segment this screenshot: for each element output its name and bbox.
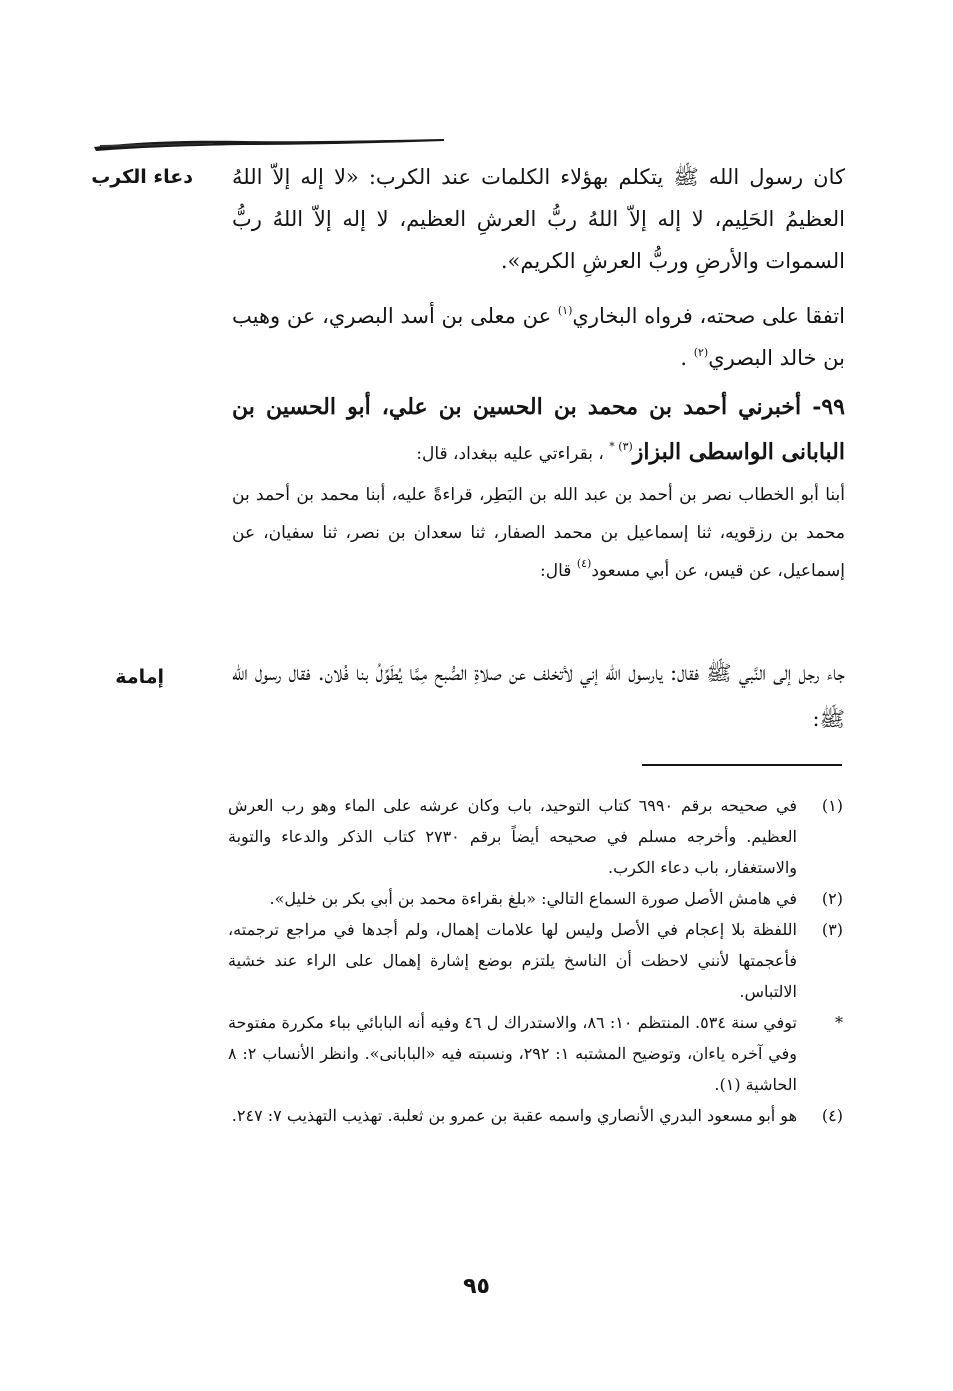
page-number: ٩٥ — [463, 1274, 490, 1299]
hadith-99-heading — [232, 385, 845, 477]
footnote-number: (٢) — [821, 889, 843, 908]
margin-note-supplication: دعاء الكرب — [91, 166, 193, 188]
narrator-chain-tail: ، بقراءتي عليه ببغداد، قال: — [416, 444, 610, 464]
footnote-text: توفي سنة ٥٣٤. المنتظم ١٠: ٨٦، والاستدراك ل ٤٦ وفيه أنه البابائي بباء مكررة مفتوحة وفي آخره ياءان، وتوضيح المشتبه ١: ٢٩٢، ونسبته فيه «البابانى». وانظر الأنساب ٢: ٨ الحاشية (١). — [228, 1013, 798, 1094]
footnote-item — [228, 790, 843, 883]
footnote-item — [228, 1100, 843, 1131]
takhrij-text-end: . — [680, 346, 694, 370]
footnote-text: في هامش الأصل صورة السماع التالي: «بلغ بقراءة محمد بن أبي بكر بن خليل». — [269, 889, 797, 908]
footnote-separator — [642, 764, 842, 766]
takhrij-text-start: اتفقا على صحته، فرواه البخاري — [572, 304, 845, 328]
footnote-number: (٣) — [821, 920, 843, 939]
footnote-ref-3: (٣) * — [609, 440, 633, 453]
margin-note-imamate: إمامة — [115, 666, 164, 688]
footnote-asterisk: * — [835, 1013, 843, 1032]
hadith-text: كان رسول الله ﷺ يتكلم بهؤلاء الكلمات عند الكرب: «لا إله إلاّ اللهُ العظيمُ الحَلِيم، لا إله إلاّ اللهُ ربُّ العرشِ العظيم، لا إله إلاّ اللهُ ربُّ السموات والأرضِ وربُّ العرشِ الكريم». — [232, 165, 845, 273]
footnote-text: اللفظة بلا إعجام في الأصل وليس لها علامات إهمال، ولم أجدها في مراجع ترجمته، فأعجمتها لأنني لاحظت أن الناسخ يلتزم بوضع إشارة إهمال على الراء عند خشية الالتباس. — [228, 920, 797, 1001]
footnote-ref-1: (١) — [557, 304, 573, 317]
footnotes-section — [228, 790, 843, 1131]
footnote-item — [228, 914, 843, 1007]
isnad-text-end: قال: — [540, 561, 577, 581]
takhrij-text-middle: عن معلى بن أسد البصري، عن وهيب بن خالد البصري — [232, 304, 845, 370]
isnad-text: أبنا أبو الخطاب نصر بن أحمد بن عبد الله بن البَطِر، قراءةً عليه، أبنا محمد بن أحمد بن محمد بن رزقويه، ثنا إسماعيل بن محمد الصفار، ثنا سعدان بن نصر، ثنا سفيان، عن إسماعيل، عن قيس، عن أبي مسعود — [232, 485, 845, 581]
takhrij-paragraph — [232, 295, 845, 379]
footnote-ref-4: (٤) — [576, 557, 592, 570]
footnote-text: هو أبو مسعود البدري الأنصاري واسمه عقبة بن عمرو بن ثعلبة. تهذيب التهذيب ٧: ٢٤٧. — [231, 1106, 797, 1125]
narrator-chain-heading: ٩٩- أخبرني أحمد بن محمد بن الحسين بن علي، أبو الحسين بن البابانى الواسطى البزاز — [232, 394, 845, 465]
footnote-item — [228, 1007, 843, 1100]
footnote-number: (١) — [821, 796, 843, 815]
hadith-matn: جاء رجل إلى النَّبي ﷺ فقال: يارسول الله إني لأتخلف عن صلاةِ الصُّبح مِمَّا يُطَوِّلُ بنا فُلان. فقال رسول الله ﷺ: — [232, 661, 845, 731]
decorative-brush-rule — [94, 136, 444, 152]
footnote-item — [228, 883, 843, 914]
footnote-number: (٤) — [821, 1106, 843, 1125]
footnote-ref-2: (٢) — [693, 346, 709, 359]
footnote-text: في صحيحه برقم ٦٩٩٠ كتاب التوحيد، باب وكان عرشه على الماء وهو رب العرش العظيم. وأخرجه مسلم في صحيحه أيضاً برقم ٢٧٣٠ كتاب الذكر والدعاء والتوبة والاستغفار، باب دعاء الكرب. — [228, 796, 798, 877]
isnad-paragraph — [232, 476, 845, 590]
